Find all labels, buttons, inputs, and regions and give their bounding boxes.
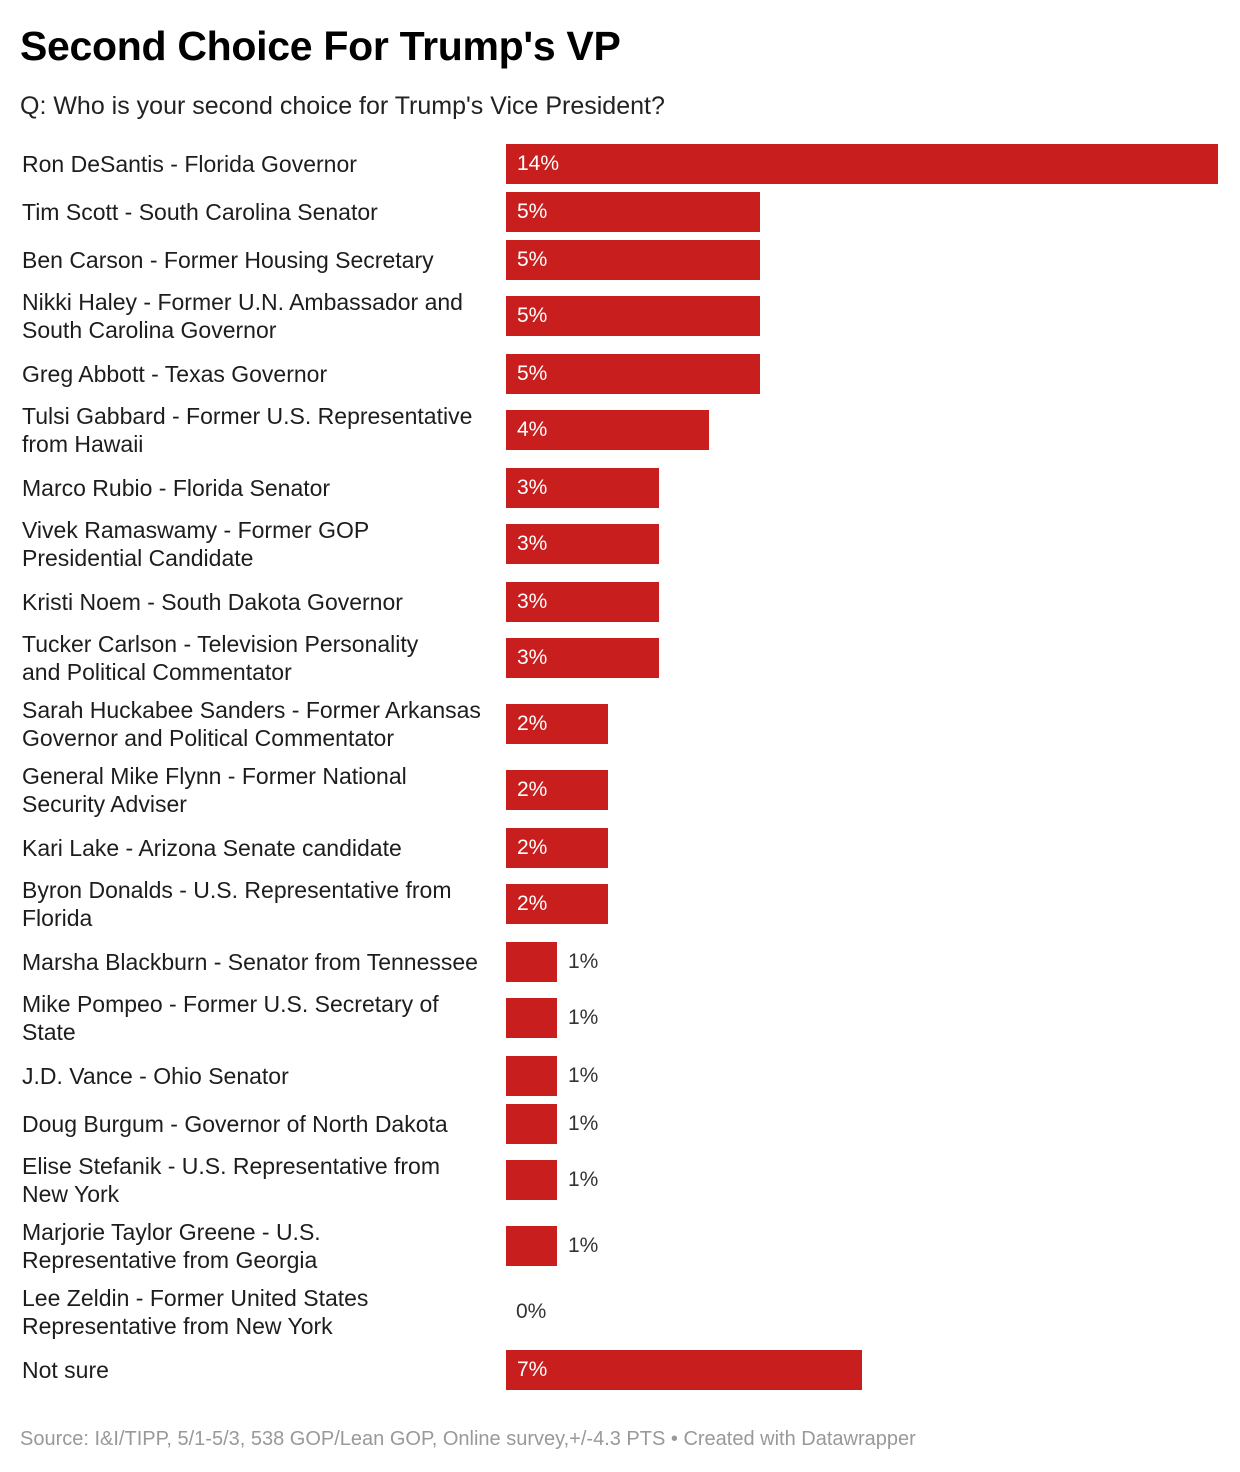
category-label: Vivek Ramaswamy - Former GOP Presidential Candidate xyxy=(22,517,370,571)
bar xyxy=(506,1104,557,1144)
value-label: 5% xyxy=(517,248,548,271)
value-label: 5% xyxy=(517,200,548,223)
category-label: Ben Carson - Former Housing Secretary xyxy=(22,247,434,273)
category-label: Not sure xyxy=(22,1357,109,1383)
source-footer: Source: I&I/TIPP, 5/1-5/3, 538 GOP/Lean GOP, Online survey,+/-4.3 PTS • Created with Datawrapper xyxy=(20,1428,916,1450)
category-label: Nikki Haley - Former U.N. Ambassador and South Carolina Governor xyxy=(22,289,463,343)
category-label: Doug Burgum - Governor of North Dakota xyxy=(22,1111,448,1137)
category-label: Mike Pompeo - Former U.S. Secretary of State xyxy=(22,991,439,1045)
bar xyxy=(506,1226,557,1266)
value-label: 1% xyxy=(568,1234,599,1257)
value-label: 14% xyxy=(517,152,560,175)
category-label: Tulsi Gabbard - Former U.S. Representative from Hawaii xyxy=(22,403,473,457)
category-label: Marjorie Taylor Greene - U.S. Representative from Georgia xyxy=(22,1219,321,1273)
value-label: 3% xyxy=(517,590,548,613)
value-label: 2% xyxy=(517,712,548,735)
bar xyxy=(506,998,557,1038)
category-label: Marco Rubio - Florida Senator xyxy=(22,475,331,501)
value-label: 4% xyxy=(517,418,548,441)
category-label: Tim Scott - South Carolina Senator xyxy=(22,199,378,225)
category-label: Tucker Carlson - Television Personality and Political Commentator xyxy=(22,631,419,685)
chart-title: Second Choice For Trump's VP xyxy=(20,23,621,69)
category-label: Byron Donalds - U.S. Representative from Florida xyxy=(22,877,452,931)
category-label: Kristi Noem - South Dakota Governor xyxy=(22,589,403,615)
bar xyxy=(506,942,557,982)
category-label: Sarah Huckabee Sanders - Former Arkansas Governor and Political Commentator xyxy=(22,697,481,751)
value-label: 1% xyxy=(568,1006,599,1029)
value-label: 1% xyxy=(568,1168,599,1191)
bar xyxy=(506,144,1218,184)
value-label: 2% xyxy=(517,778,548,801)
value-label: 3% xyxy=(517,532,548,555)
bar xyxy=(506,1350,862,1390)
category-label: Lee Zeldin - Former United States Representative from New York xyxy=(22,1285,369,1339)
value-label: 1% xyxy=(568,950,599,973)
value-label: 2% xyxy=(517,836,548,859)
value-label: 7% xyxy=(517,1358,548,1381)
category-label: Elise Stefanik - U.S. Representative from New York xyxy=(22,1153,440,1207)
category-label: Marsha Blackburn - Senator from Tennessee xyxy=(22,949,478,975)
bar xyxy=(506,1160,557,1200)
category-label: Kari Lake - Arizona Senate candidate xyxy=(22,835,402,861)
value-label: 2% xyxy=(517,892,548,915)
category-label: J.D. Vance - Ohio Senator xyxy=(22,1063,289,1089)
value-label: 1% xyxy=(568,1064,599,1087)
category-label: General Mike Flynn - Former National Security Adviser xyxy=(22,763,407,817)
value-label: 5% xyxy=(517,362,548,385)
value-label: 3% xyxy=(517,476,548,499)
category-label: Greg Abbott - Texas Governor xyxy=(22,361,328,387)
value-label: 0% xyxy=(516,1300,547,1323)
value-label: 3% xyxy=(517,646,548,669)
category-label: Ron DeSantis - Florida Governor xyxy=(22,151,357,177)
value-label: 5% xyxy=(517,304,548,327)
value-label: 1% xyxy=(568,1112,599,1135)
chart-subtitle: Q: Who is your second choice for Trump's Vice President? xyxy=(20,92,665,120)
bar xyxy=(506,1056,557,1096)
